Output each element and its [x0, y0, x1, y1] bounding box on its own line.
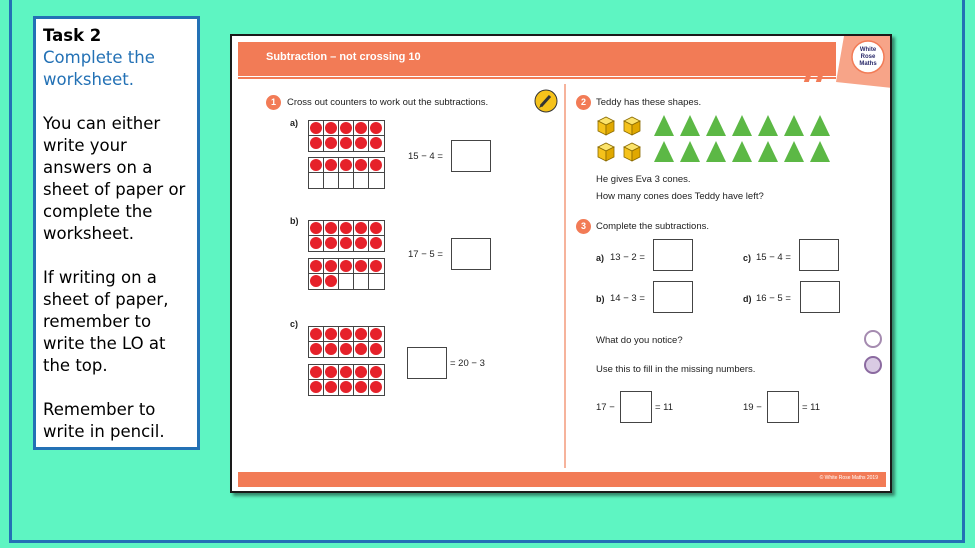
empty-cell — [369, 173, 384, 188]
cone-shape — [758, 141, 778, 162]
counter[interactable] — [369, 365, 384, 380]
counter[interactable] — [369, 342, 384, 357]
task-subtitle: Complete the worksheet. — [43, 48, 155, 89]
counter[interactable] — [369, 136, 384, 151]
worksheet-image — [230, 34, 892, 493]
empty-cell — [324, 173, 339, 188]
worksheet-footer — [238, 472, 886, 487]
worksheet-title: Subtraction – not crossing 10 — [266, 51, 421, 63]
counter[interactable] — [339, 380, 354, 395]
counter[interactable] — [354, 380, 369, 395]
counter[interactable] — [309, 365, 324, 380]
empty-cell — [354, 173, 369, 188]
question-2-instruction: Teddy has these shapes. — [596, 97, 702, 108]
copyright-text: © White Rose Maths 2019 — [819, 475, 878, 481]
q1a-answer-box[interactable] — [451, 140, 491, 172]
empty-cell — [354, 274, 369, 289]
missing-1-answer-box[interactable] — [620, 391, 652, 423]
counter[interactable] — [309, 380, 324, 395]
question-3-number: 3 — [576, 219, 591, 234]
cone-shape — [680, 115, 700, 136]
task-instruction-1: You can either write your answers on a sheet of paper or complete the worksheet. — [43, 114, 186, 243]
q3d-equation: 16 − 5 = — [756, 293, 791, 304]
header-underline — [238, 77, 836, 79]
question-1-number: 1 — [266, 95, 281, 110]
task-title: Task 2 — [43, 26, 102, 45]
counter[interactable] — [354, 327, 369, 342]
task-instruction-2: If writing on a sheet of paper, remember to write the LO at the top. — [43, 268, 169, 375]
counter[interactable] — [369, 380, 384, 395]
cone-shape — [784, 141, 804, 162]
counter[interactable] — [369, 158, 384, 173]
pencil-icon — [534, 89, 558, 113]
cone-shape — [810, 141, 830, 162]
empty-cell — [339, 173, 354, 188]
counter[interactable] — [324, 158, 339, 173]
empty-cell — [369, 274, 384, 289]
cone-shape — [706, 141, 726, 162]
q1a-equation: 15 − 4 = — [408, 151, 443, 162]
cone-shape — [810, 115, 830, 136]
cone-shape — [758, 115, 778, 136]
q3a-equation: 13 − 2 = — [610, 252, 645, 263]
counter[interactable] — [309, 136, 324, 151]
column-divider — [564, 84, 566, 468]
question-2-line-2: How many cones does Teddy have left? — [596, 191, 764, 202]
counter[interactable] — [339, 365, 354, 380]
missing-2-answer-box[interactable] — [767, 391, 799, 423]
counter[interactable] — [309, 158, 324, 173]
counter[interactable] — [324, 327, 339, 342]
ten-frame — [308, 120, 385, 152]
q3a-label: a) — [596, 253, 605, 263]
counter[interactable] — [324, 136, 339, 151]
q1b-label: b) — [290, 216, 299, 226]
counter[interactable] — [354, 342, 369, 357]
counter[interactable] — [339, 121, 354, 136]
cube-shape — [596, 115, 616, 136]
counter[interactable] — [369, 259, 384, 274]
reason-icon — [864, 330, 882, 348]
task-panel — [33, 16, 200, 450]
q3b-answer-box[interactable] — [653, 281, 693, 313]
q1b-answer-box[interactable] — [451, 238, 491, 270]
task-instruction-3: Remember to write in pencil. — [43, 400, 165, 441]
counter[interactable] — [324, 380, 339, 395]
counter[interactable] — [309, 327, 324, 342]
q3d-label: d) — [743, 294, 752, 304]
missing-1-right: = 11 — [655, 402, 674, 413]
logo-text-2: Rose — [860, 54, 876, 60]
worksheet-header — [238, 42, 836, 76]
q1a-label: a) — [290, 118, 299, 128]
cube-shape — [622, 141, 642, 162]
cone-shape — [706, 115, 726, 136]
counter[interactable] — [309, 274, 324, 289]
counter[interactable] — [324, 365, 339, 380]
q3b-label: b) — [596, 294, 605, 304]
counter[interactable] — [339, 236, 354, 251]
counter[interactable] — [339, 342, 354, 357]
counter[interactable] — [324, 221, 339, 236]
q3c-equation: 15 − 4 = — [756, 252, 791, 263]
counter[interactable] — [339, 221, 354, 236]
question-1-instruction: Cross out counters to work out the subtractions. — [287, 97, 489, 108]
q3d-answer-box[interactable] — [800, 281, 840, 313]
ten-frame — [308, 326, 385, 358]
question-2-line-1: He gives Eva 3 cones. — [596, 174, 691, 185]
counter[interactable] — [324, 342, 339, 357]
missing-2-left: 19 − — [743, 402, 762, 413]
counter[interactable] — [309, 121, 324, 136]
empty-cell — [309, 173, 324, 188]
cone-shape — [784, 115, 804, 136]
counter[interactable] — [354, 236, 369, 251]
counter[interactable] — [339, 327, 354, 342]
counter[interactable] — [324, 274, 339, 289]
cone-shape — [732, 115, 752, 136]
ten-frame — [308, 157, 385, 189]
logo-text-3: Maths — [859, 61, 877, 67]
missing-2-right: = 11 — [802, 402, 821, 413]
counter[interactable] — [309, 259, 324, 274]
q1c-answer-box[interactable] — [407, 347, 447, 379]
q1c-label: c) — [290, 319, 299, 329]
q3c-answer-box[interactable] — [799, 239, 839, 271]
fill-instruction: Use this to fill in the missing numbers. — [596, 364, 756, 375]
counter[interactable] — [324, 259, 339, 274]
q1c-equation: = 20 − 3 — [450, 358, 485, 369]
q3b-equation: 14 − 3 = — [610, 293, 645, 304]
counter[interactable] — [354, 365, 369, 380]
ten-frame — [308, 258, 385, 290]
counter[interactable] — [369, 221, 384, 236]
counter[interactable] — [309, 342, 324, 357]
counter[interactable] — [354, 121, 369, 136]
counter[interactable] — [339, 259, 354, 274]
counter[interactable] — [339, 158, 354, 173]
q1b-equation: 17 − 5 = — [408, 249, 443, 260]
counter[interactable] — [324, 121, 339, 136]
q3a-answer-box[interactable] — [653, 239, 693, 271]
ten-frame — [308, 220, 385, 252]
missing-1-left: 17 − — [596, 402, 615, 413]
cone-shape — [680, 141, 700, 162]
cube-shape — [622, 115, 642, 136]
notice-question: What do you notice? — [596, 335, 683, 346]
logo-text-1: White — [859, 47, 877, 53]
white-rose-maths-logo — [834, 36, 892, 88]
counter[interactable] — [309, 221, 324, 236]
counter[interactable] — [324, 236, 339, 251]
question-2-number: 2 — [576, 95, 591, 110]
problem-solving-icon — [864, 356, 882, 374]
counter[interactable] — [309, 236, 324, 251]
q3c-label: c) — [743, 253, 752, 263]
cone-shape — [654, 141, 674, 162]
counter[interactable] — [339, 136, 354, 151]
counter[interactable] — [369, 121, 384, 136]
cube-shape — [596, 141, 616, 162]
counter[interactable] — [369, 327, 384, 342]
cone-shape — [654, 115, 674, 136]
cone-shape — [732, 141, 752, 162]
ten-frame — [308, 364, 385, 396]
empty-cell — [339, 274, 354, 289]
question-3-instruction: Complete the subtractions. — [596, 221, 710, 232]
counter[interactable] — [354, 259, 369, 274]
counter[interactable] — [354, 158, 369, 173]
counter[interactable] — [354, 221, 369, 236]
counter[interactable] — [354, 136, 369, 151]
counter[interactable] — [369, 236, 384, 251]
